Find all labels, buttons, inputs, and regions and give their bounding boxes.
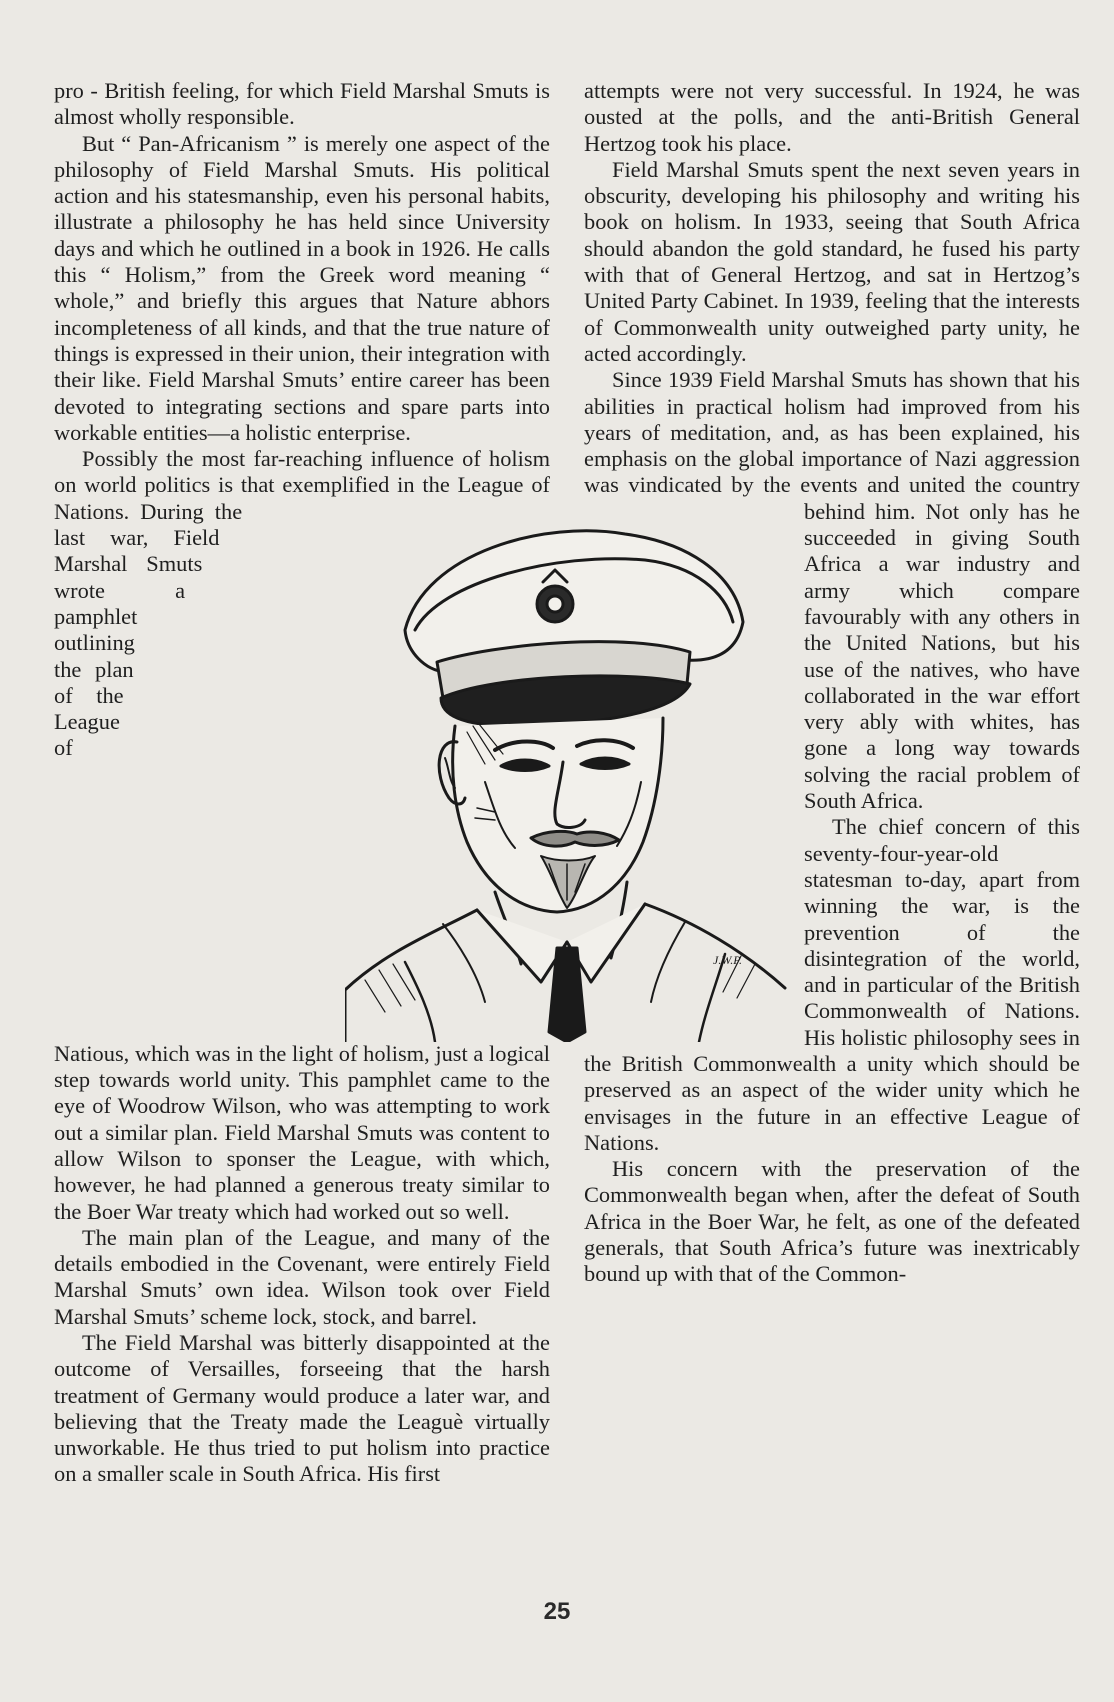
artist-signature: J.W.P. [713,953,743,967]
right-paragraph-1: attempts were not very successful. In 1924, he was ousted at the polls, and the anti-British General Hertzog took his place. [584,78,1080,156]
field-marshal-portrait-illustration [345,512,795,1042]
left-paragraph-5: The Field Marshal was bitterly disappointed at the outcome of Versailles, forseeing that the harsh treatment of Germany would produce a later war, and believing that the Treaty made the Leaguè virtually unworkable. He thus tried to put holism into practice on a smaller scale in South Africa. His first [54,1329,550,1487]
left-paragraph-4: The main plan of the League, and many of the details embodied in the Covenant, were entirely Field Marshal Smuts’ own idea. Wilson took over Field Marshal Smuts’ scheme lock, stock, and barrel. [54,1224,550,1329]
page-number: 25 [543,1598,571,1625]
right-paragraph-2: Field Marshal Smuts spent the next seven years in obscurity, developing his philosophy and writing his book on holism. In 1933, seeing that South Africa should abandon the gold standard, he fused his party with that of General Hertzog, and sat in Hertzog’s United Party Cabinet. In 1939, feeling that the interests of Commonwealth unity outweighed party unity, he acted accordingly. [584,156,1080,366]
right-paragraph-5: His concern with the preservation of the Commonwealth began when, after the defeat of South Africa in the Boer War, he felt, as one of the defeated generals, that South Africa’s future was inextricably bound up with that of the Common- [584,1156,1080,1287]
left-paragraph-2: But “ Pan-Africanism ” is merely one aspect of the philosophy of Field Marshal Smuts. His political action and his statesmanship, even his personal habits, illustrate a philosophy he has held since University days and which he outlined in a book in 1926. He calls this “ Holism,” from the Greek word meaning “ whole,” and briefly this argues that Nature abhors incompleteness of all kinds, and that the true nature of things is expressed in their union, their integration with their like. Field Marshal Smuts’ entire career has been devoted to integrating sections and spare parts into workable entities—a holistic enterprise. [54,130,550,445]
right-paragraph-4: The chief concern of this seventy-four-year-old statesman to-day, apart from winning the war, is the prevention of the disintegration of the world, and in particular of the British Commonwealth of Nations. His holistic philosophy sees in the British Commonwealth a unity which should be preserved as an aspect of the wider unity which he envisages in the future in an effective League of Nations. [584,814,1080,1155]
left-paragraph-1: pro - British feeling, for which Field Marshal Smuts is almost wholly responsible. [54,78,550,130]
right-paragraph-3: Since 1939 Field Marshal Smuts has shown that his abilities in practical holism had improved from his years of meditation, and, as has been explained, his emphasis on the global importance of Nazi aggression was vindicated by the events and united the country behind him. Not only has he succeeded in giving South Africa a war industry and army which compare favourably with any others in the United Nations, but his use of the natives, who have collaborated in the war effort very ably with whites, has gone a long way towards solving the racial problem of South Africa. [584,367,1080,814]
left-paragraph-3: Possibly the most far-reaching influence of holism on world politics is that exemplified in the League of Nations. During the last war, Field Marshal Smuts wrote a pamphlet outlining the plan of the League of Natious, which was in the light of holism, just a logical step towards world unity. This pamphlet came to the eye of Woodrow Wilson, who was attempting to work out a similar plan. Field Marshal Smuts was content to allow Wilson to sponser the League, with which, however, he had planned a generous treaty similar to the Boer War treaty which had worked out so well. [54,446,550,1224]
